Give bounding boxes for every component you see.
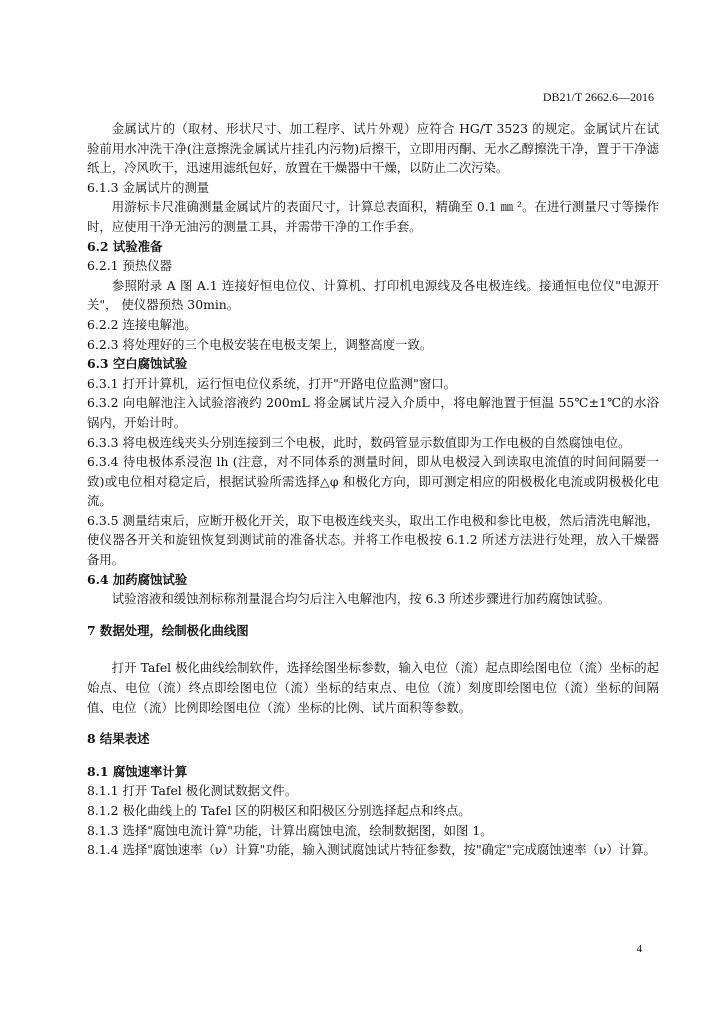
item-8-1-1: 8.1.1 打开 Tafel 极化测试数据文件。 — [87, 783, 298, 799]
item-8-1-2: 8.1.2 极化曲线上的 Tafel 区的阴极区和阳极区分别选择起点和终点。 — [87, 803, 471, 818]
paragraph-specimen-measurement: 用游标卡尺准确测量金属试片的表面尺寸，计算总表面积，精确至 0.1 ㎜ ²。在进行测量尺寸等操作时，应使用干净无油污的测量工具，并需带干净的工作手套。 — [87, 199, 659, 234]
heading-6-3: 6.3 空白腐蚀试验 — [87, 356, 188, 372]
document-code: DB21/T 2662.6—2016 — [542, 90, 654, 104]
heading-8-1: 8.1 腐蚀速率计算 — [87, 763, 188, 779]
heading-6-1-3: 6.1.3 金属试片的测量 — [87, 179, 210, 195]
paragraph-specimen-preparation: 金属试片的（取材、形状尺寸、加工程序、试片外观）应符合 HG/T 3523 的规定。金属试片在试验前用水冲洗干净(注意擦洗金属试片挂孔内污物)后擦干，立即用丙酮、无水乙醇擦洗干净，置于干净滤纸上，冷风吹干，迅速用滤纸包好，放置在干燥器中干燥，以防止二次污染。 — [87, 121, 659, 176]
paragraph-preheat-instrument: 参照附录 A 图 A.1 连接好恒电位仪、计算机、打印机电源线及各电极连线。接通恒电位仪"电源开关"， 使仪器预热 30min。 — [87, 277, 659, 313]
page-body — [87, 119, 659, 860]
heading-6-2: 6.2 试验准备 — [87, 238, 163, 254]
paragraph-dosed-corrosion-test: 试验溶液和缓蚀剂标称剂量混合均匀后注入电解池内，按 6.3 所述步骤进行加药腐蚀试验。 — [111, 591, 611, 607]
item-6-3-5: 6.3.5 测量结束后，应断开极化开关，取下电极连线夹头，取出工作电极和参比电极，然后清洗电解池，使仪器各开关和旋钮恢复到测试前的准备状态。并将工作电极按 6.1.2 所述方法进行处理，放入干燥器备用。 — [87, 512, 659, 568]
item-6-3-3: 6.3.3 将电极连线夹头分别连接到三个电极，此时，数码管显示数值即为工作电极的自然腐蚀电位。 — [87, 434, 631, 450]
heading-section-8: 8 结果表述 — [87, 731, 150, 747]
item-6-3-2: 6.3.2 向电解池注入试验溶液约 200mL 将金属试片浸入介质中，将电解池置于恒温 55℃±1℃的水浴锅内，开始计时。 — [87, 395, 659, 430]
item-6-3-1: 6.3.1 打开计算机，运行恒电位仪系统，打开"开路电位监测"窗口。 — [87, 375, 457, 391]
paragraph-data-processing: 打开 Tafel 极化曲线绘制软件，选择绘图坐标参数，输入电位（流）起点即绘图电位（流）坐标的起始点、电位（流）终点即绘图电位（流）坐标的结束点、电位（流）刻度即绘图电位（流）坐标的间隔值、电位（流）比例即绘图电位（流）坐标的比例、试片面积等参数。 — [87, 660, 659, 715]
item-6-2-3: 6.2.3 将处理好的三个电极安装在电极支架上，调整高度一致。 — [87, 336, 433, 352]
item-6-3-4: 6.3.4 待电极体系浸泡 lh (注意，对不同体系的测量时间，即从电极浸入到读取电流值的时间间隔要一致)或电位相对稳定后，根据试验所需选择△φ 和极化方向，即可测定相应的阳极极化电流或阴极极化电流。 — [87, 454, 659, 509]
heading-section-7: 7 数据处理，绘制极化曲线图 — [87, 622, 249, 638]
item-8-1-3: 8.1.3 选择"腐蚀电流计算"功能，计算出腐蚀电流，绘制数据图，如图 1。 — [87, 822, 493, 838]
heading-6-2-1: 6.2.1 预热仪器 — [87, 258, 173, 274]
page-number: 4 — [636, 943, 642, 955]
heading-6-4: 6.4 加药腐蚀试验 — [87, 571, 188, 587]
item-6-2-2: 6.2.2 连接电解池。 — [87, 316, 197, 332]
item-8-1-4: 8.1.4 选择"腐蚀速率（ν）计算"功能，输入测试腐蚀试片特征参数，按"确定"完成腐蚀速率（ν）计算。 — [87, 842, 656, 858]
